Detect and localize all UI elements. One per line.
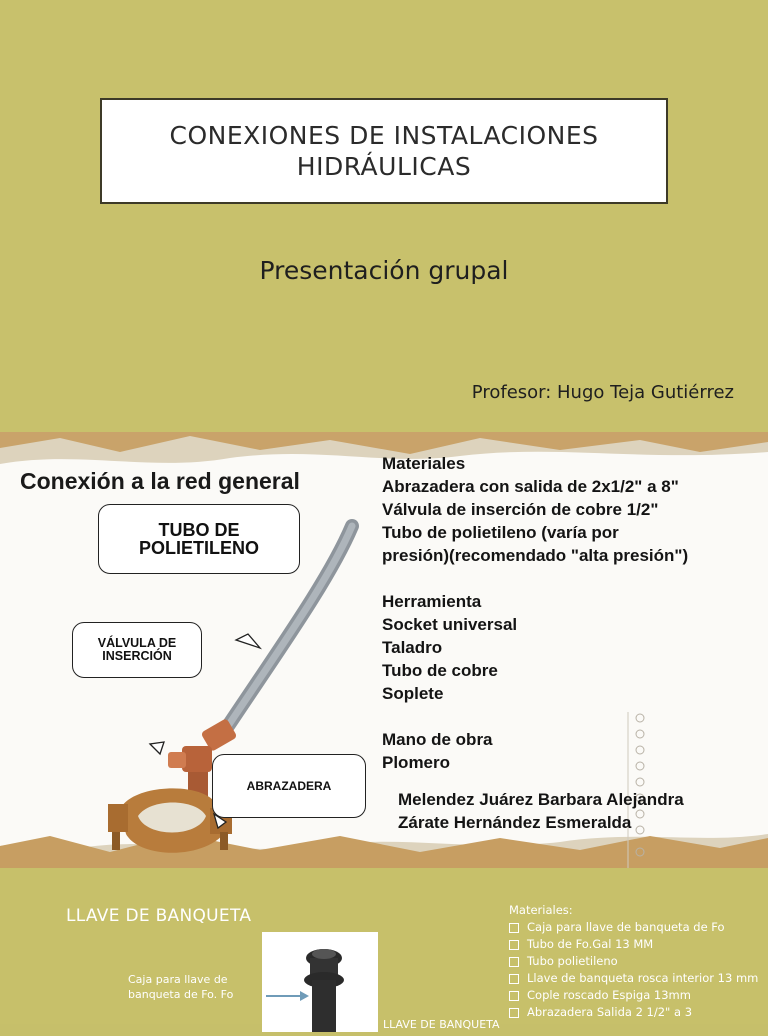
caja-label: Caja para llave de banqueta de Fo. Fo	[128, 973, 234, 1001]
llave-banqueta-title: LLAVE DE BANQUETA	[66, 906, 252, 926]
list-item-label: Tubo de Fo.Gal 13 MM	[527, 937, 654, 951]
presentation-subtitle: Presentación grupal	[259, 256, 509, 285]
list-item	[509, 953, 767, 970]
authors-list	[398, 788, 684, 834]
tool-item: Socket universal	[382, 615, 518, 634]
list-item-label: Caja para llave de banqueta de Fo	[527, 920, 725, 934]
tool-item: Soplete	[382, 684, 444, 703]
checkbox-icon	[509, 923, 519, 933]
materials-list	[382, 452, 762, 774]
labor-item: Plomero	[382, 753, 451, 772]
llave-materials-list	[509, 902, 767, 1021]
professor-name: Profesor: Hugo Teja Gutiérrez	[471, 382, 734, 403]
author-name: Melendez Juárez Barbara Alejandra	[398, 790, 684, 809]
material-item: Abrazadera con salida de 2x1/2" a 8"	[382, 477, 679, 496]
arrow-right-icon	[266, 990, 310, 1002]
title-box	[100, 98, 668, 204]
list-item-label: Abrazadera Salida 2 1/2" a 3	[527, 1005, 693, 1019]
llave-materials-heading: Materiales:	[509, 903, 573, 917]
list-item-label: Tubo polietileno	[527, 954, 618, 968]
slide-connection	[0, 432, 768, 868]
labor-heading: Mano de obra	[382, 730, 493, 749]
list-item	[509, 987, 767, 1004]
checkbox-icon	[509, 940, 519, 950]
list-item	[509, 919, 767, 936]
llave-banqueta-photo	[262, 932, 378, 1032]
list-item-label: Cople roscado Espiga 13mm	[527, 988, 691, 1002]
tool-item: Tubo de cobre	[382, 661, 498, 680]
callout-tubo-polietileno: TUBO DE POLIETILENO	[98, 504, 300, 574]
presentation-title: CONEXIONES DE INSTALACIONES HIDRÁULICAS	[169, 121, 599, 181]
material-item: Tubo de polietileno (varía por	[382, 523, 619, 542]
tools-heading: Herramienta	[382, 592, 482, 611]
callout-valvula-insercion: VÁLVULA DE INSERCIÓN	[72, 622, 202, 678]
checkbox-icon	[509, 991, 519, 1001]
material-item: presión)(recomendado "alta presión")	[382, 546, 689, 565]
tool-item: Taladro	[382, 638, 443, 657]
list-item	[509, 970, 767, 987]
slide-llave-banqueta	[0, 868, 768, 1031]
list-item	[509, 936, 767, 953]
valve-box-image	[262, 932, 378, 1032]
callout-abrazadera: ABRAZADERA	[212, 754, 366, 818]
checkbox-icon	[509, 957, 519, 967]
checkbox-icon	[509, 974, 519, 984]
connection-heading: Conexión a la red general	[20, 468, 300, 494]
checkbox-icon	[509, 1008, 519, 1018]
list-item-label: Llave de banqueta rosca interior 13 mm	[527, 971, 759, 985]
slide-title	[0, 0, 768, 432]
material-item: Válvula de inserción de cobre 1/2"	[382, 500, 659, 519]
materials-heading: Materiales	[382, 454, 466, 473]
author-name: Zárate Hernández Esmeralda	[398, 813, 632, 832]
llave-banqueta-label: LLAVE DE BANQUETA	[383, 1018, 500, 1031]
list-item	[509, 1004, 767, 1021]
